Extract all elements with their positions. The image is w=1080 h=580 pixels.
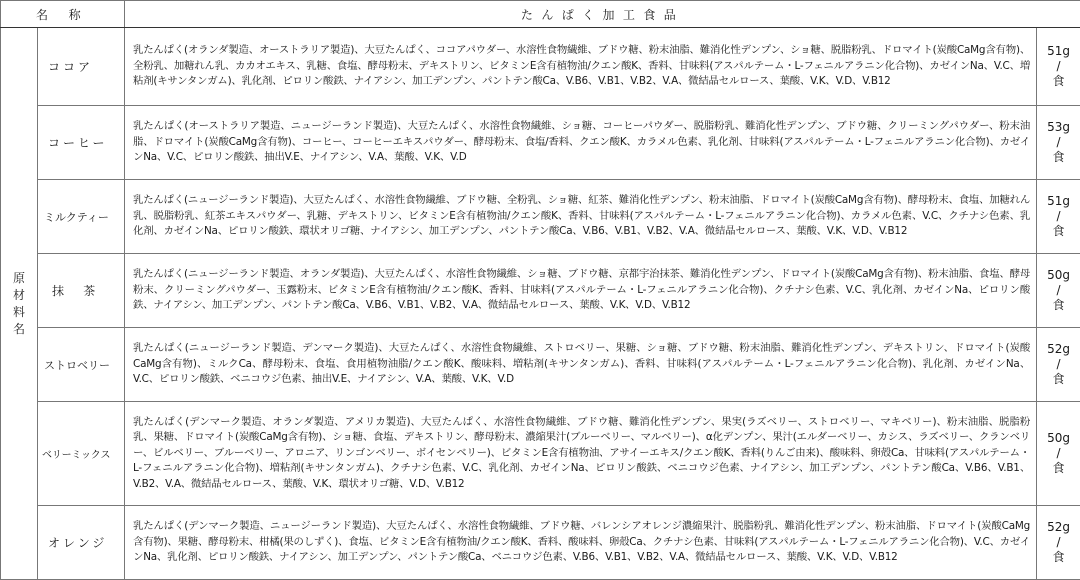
header-content: たんぱく加工食品	[125, 1, 1080, 28]
product-row	[1, 180, 1080, 254]
product-name: ベリーミックス	[38, 402, 125, 506]
product-name: ストロベリー	[38, 328, 125, 402]
product-row	[1, 402, 1080, 506]
product-name: ココア	[38, 28, 125, 106]
product-ingredients: 乳たんぱく(ニュージーランド製造)、大豆たんぱく、水溶性食物繊維、ブドウ糖、全粉乳、ショ糖、紅茶、難消化性デンプン、粉末油脂、ドロマイト(炭酸CaMg含有物)、酵母粉末、食塩、加糖れん乳、脱脂粉乳、紅茶エキスパウダー、乳糖、デキストリン、ビタミンE含有植物油/クエン酸K、香料、甘味料(アスパルテーム・L-フェニルアラニン化合物)、カラメル色素、V.C、クチナシ色素、乳化剤、カゼインNa、ピロリン酸鉄、環状オリゴ糖、ナイアシン、加工デンプン、パントテン酸Ca、V.B6、V.B1、V.B2、V.A、微結晶セルロース、葉酸、V.K、V.D、V.B12	[125, 180, 1037, 254]
serving-amount: 50g / 食	[1037, 402, 1080, 506]
product-ingredients: 乳たんぱく(オランダ製造、オーストラリア製造)、大豆たんぱく、ココアパウダー、水溶性食物繊維、ブドウ糖、粉末油脂、難消化性デンプン、ショ糖、脱脂粉乳、ドロマイト(炭酸CaMg含有物)、全粉乳、加糖れん乳、カカオエキス、乳糖、食塩、酵母粉末、デキストリン、ビタミンE含有植物油/クエン酸K、香料、甘味料(アスパルテーム・L-フェニルアラニン化合物)、カゼインNa、V.C、増粘剤(キサンタンガム)、乳化剤、ピロリン酸鉄、ナイアシン、加工デンプン、パントテン酸Ca、V.B6、V.B1、V.B2、V.A、微結晶セルロース、葉酸、V.K、V.D、V.B12	[125, 28, 1037, 106]
product-row	[1, 106, 1080, 180]
serving-amount: 51g / 食	[1037, 180, 1080, 254]
serving-amount: 52g / 食	[1037, 506, 1080, 580]
product-ingredients: 乳たんぱく(ニュージーランド製造、デンマーク製造)、大豆たんぱく、水溶性食物繊維、ストロベリー、果糖、ショ糖、ブドウ糖、粉末油脂、難消化性デンプン、デキストリン、ドロマイト(炭酸CaMg含有物)、ミルクCa、酵母粉末、食塩、食用植物油脂/クエン酸K、酸味料、増粘剤(キサンタンガム)、香料、甘味料(アスパルテーム・L-フェニルアラニン化合物)、乳化剤、カゼインNa、V.C、ピロリン酸鉄、ベニコウジ色素、抽出V.E、ナイアシン、V.A、葉酸、V.K、V.D	[125, 328, 1037, 402]
product-ingredients: 乳たんぱく(デンマーク製造、ニュージーランド製造)、大豆たんぱく、水溶性食物繊維、ブドウ糖、バレンシアオレンジ濃縮果汁、脱脂粉乳、難消化性デンプン、粉末油脂、ドロマイト(炭酸CaMg含有物)、果糖、酵母粉末、柑橘(果のしずく)、食塩、ビタミンE含有植物油/クエン酸K、香料、酸味料、卵殻Ca、クチナシ色素、甘味料(アスパルテーム・L-フェニルアラニン化合物)、V.C、カゼインNa、乳化剤、ピロリン酸鉄、ナイアシン、加工デンプン、パントテン酸Ca、ベニコウジ色素、V.B6、V.B1、V.B2、V.A、微結晶セルロース、葉酸、V.K、V.D、V.B12	[125, 506, 1037, 580]
product-row	[1, 506, 1080, 580]
serving-amount: 51g / 食	[1037, 28, 1080, 106]
product-ingredients: 乳たんぱく(オーストラリア製造、ニュージーランド製造)、大豆たんぱく、水溶性食物繊維、ショ糖、コーヒーパウダー、脱脂粉乳、難消化性デンプン、ブドウ糖、クリーミングパウダー、粉末油脂、ドロマイト(炭酸CaMg含有物)、コーヒー、コーヒーエキスパウダー、酵母粉末、食塩/香料、クエン酸K、カラメル色素、乳化剤、甘味料(アスパルテーム・L-フェニルアラニン化合物)、カゼインNa、V.C、ピロリン酸鉄、抽出V.E、ナイアシン、V.A、葉酸、V.K、V.D	[125, 106, 1037, 180]
product-name: 抹茶	[38, 254, 125, 328]
header-row	[1, 1, 1080, 28]
product-name: オレンジ	[38, 506, 125, 580]
product-ingredients: 乳たんぱく(デンマーク製造、オランダ製造、アメリカ製造)、大豆たんぱく、水溶性食物繊維、ブドウ糖、難消化性デンプン、果実(ラズベリー、ストロベリー、マキベリー)、粉末油脂、脱脂粉乳、果糖、ドロマイト(炭酸CaMg含有物)、ショ糖、食塩、デキストリン、酵母粉末、濃縮果汁(ブルーベリー、マルベリー)、α化デンプン、果汁(エルダーベリー、カシス、ラズベリー、クランベリー、ビルベリー、ブルーベリー、アロニア、リンゴンベリー、ボイセンベリー)、ビタミンE含有植物油、アサイーエキス/クエン酸K、香料(りんご由来)、酸味料、卵殻Ca、甘味料(アスパルテーム・L-フェニルアラニン化合物)、増粘剤(キサンタンガム)、クチナシ色素、V.C、乳化剤、カゼインNa、ピロリン酸鉄、ベニコウジ色素、ナイアシン、加工デンプン、パントテン酸Ca、V.B6、V.B1、V.B2、V.A、微結晶セルロース、葉酸、V.K、環状オリゴ糖、V.D、V.B12	[125, 402, 1037, 506]
header-name: 名 称	[1, 1, 125, 28]
product-row	[1, 328, 1080, 402]
product-row	[1, 254, 1080, 328]
serving-amount: 52g / 食	[1037, 328, 1080, 402]
group-label: 原 材 料 名	[1, 28, 38, 580]
product-row	[1, 28, 1080, 106]
serving-amount: 53g / 食	[1037, 106, 1080, 180]
serving-amount: 50g / 食	[1037, 254, 1080, 328]
product-name: コーヒー	[38, 106, 125, 180]
product-name: ミルクティー	[38, 180, 125, 254]
product-ingredients: 乳たんぱく(ニュージーランド製造、オランダ製造)、大豆たんぱく、水溶性食物繊維、ショ糖、ブドウ糖、京都宇治抹茶、難消化性デンプン、ドロマイト(炭酸CaMg含有物)、粉末油脂、食塩、酵母粉末、クリーミングパウダー、玉露粉末、ビタミンE含有植物油/クエン酸K、香料、甘味料(アスパルテーム・L-フェニルアラニン化合物)、クチナシ色素、V.C、乳化剤、カゼインNa、ピロリン酸鉄、ナイアシン、加工デンプン、パントテン酸Ca、V.B6、V.B1、V.B2、V.A、微結晶セルロース、葉酸、V.K、V.D、V.B12	[125, 254, 1037, 328]
